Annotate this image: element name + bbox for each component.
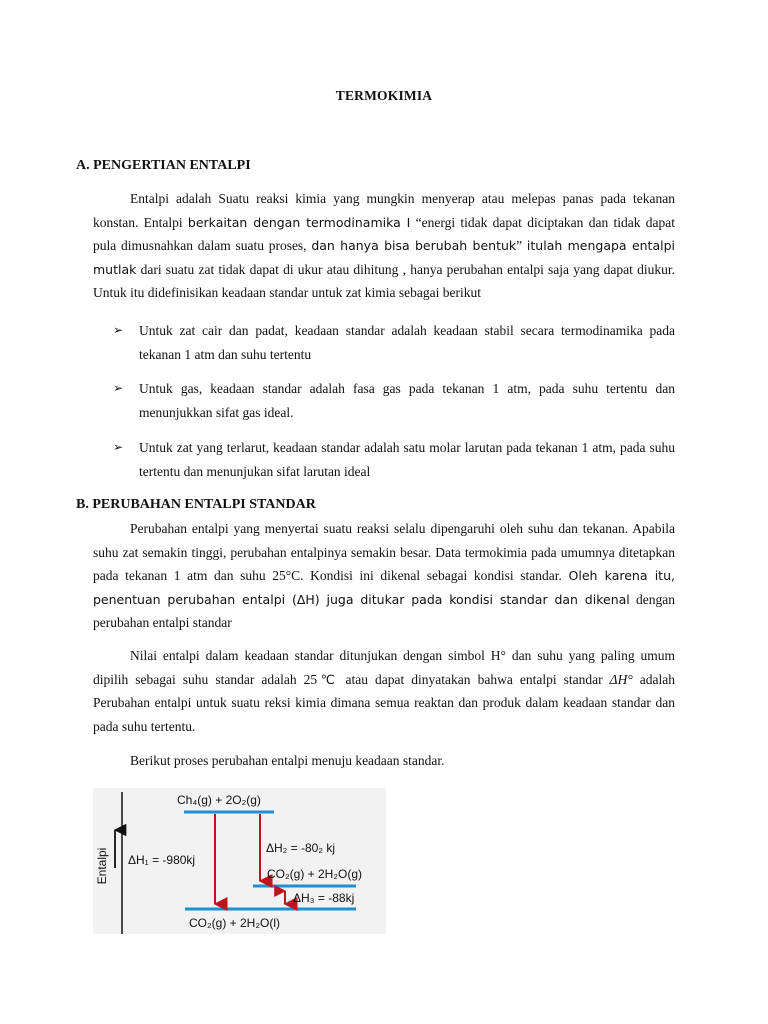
section-b-paragraph-1 xyxy=(93,517,675,635)
para-text-sans: Oleh karena itu, penentuan perubahan entalpi (ΔH) juga ditukar pada kondisi standar dan dikenal xyxy=(93,568,675,607)
delta-h-symbol: ΔH° xyxy=(609,671,633,687)
bottom-level-label: CO₂(g) + 2H₂O(l) xyxy=(189,916,280,930)
para-text: atau dapat dinyatakan bahwa entalpi standar xyxy=(338,671,610,687)
bullet-text: Untuk zat yang terlarut, keadaan standar adalah satu molar larutan pada tekanan 1 atm, pada suhu tertentu dan menunjukan sifat larutan ideal xyxy=(139,440,675,479)
para-text: “energi tidak dapat diciptakan dan tidak dapat pula dimusnahkan dalam suatu proses, xyxy=(93,214,675,253)
page-title: TERMOKIMIA xyxy=(335,88,433,103)
para-text-sans: dan hanya bisa berubah bentuk xyxy=(311,238,517,253)
mid-level-label: CO₂(g) + 2H₂O(g) xyxy=(267,867,362,881)
arrow-bullet-icon: ➢ xyxy=(113,323,124,337)
bullet-item xyxy=(113,319,675,366)
celsius-symbol: ℃ xyxy=(317,671,339,687)
para-text: adalah Perubahan entalpi untuk suatu reksi kimia dimana semua reaktan dan produk dalam keadaan standar dan pada suhu tertentu. xyxy=(93,671,675,734)
bullet-item xyxy=(113,377,675,424)
top-level-label: Ch₄(g) + 2O₂(g) xyxy=(177,793,261,807)
arrow-bullet-icon: ➢ xyxy=(113,381,124,395)
bullet-text: Untuk gas, keadaan standar adalah fasa gas pada tekanan 1 atm, pada suhu tertentu dan menunjukkan sifat gas ideal. xyxy=(139,381,675,420)
section-a-heading: A. PENGERTIAN ENTALPI xyxy=(76,158,251,173)
para-text: dari suatu zat tidak dapat di ukur atau dihitung , hanya perubahan entalpi saja yang dapat diukur. Untuk itu didefinisikan keadaan standar untuk zat kimia sebagai berikut xyxy=(93,261,675,300)
para-text: Perubahan entalpi yang menyertai suatu reaksi selalu dipengaruhi oleh suhu dan tekanan. Apabila suhu zat semakin tinggi, perubahan entalpinya semakin besar. Data termokimia pada umumnya ditetapkan pada tekanan 1 atm dan suhu 25°C. Kondisi ini dikenal sebagai kondisi standar. xyxy=(93,521,675,583)
para-text: dengan perubahan entalpi standar xyxy=(93,591,675,630)
arrow-bullet-icon: ➢ xyxy=(113,440,124,454)
para-text-sans: itulah mengapa entalpi mutlak xyxy=(93,238,675,277)
para-text: Entalpi adalah Suatu reaksi kimia yang mungkin menyerap atau melepas panas pada tekanan konstan. Entalpi xyxy=(93,191,675,230)
para-text-sans: berkaitan dengan termodinamika I xyxy=(187,214,411,230)
para-text: Nilai entalpi dalam keadaan standar ditunjukan dengan simbol H° dan suhu yang paling umum dipilih sebagai suhu standar adalah 25 xyxy=(93,648,675,687)
bullet-item xyxy=(113,436,675,483)
delta-h3-label: ΔH₃ = -88kj xyxy=(293,891,355,905)
section-b-heading: B. PERUBAHAN ENTALPI STANDAR xyxy=(76,497,316,512)
delta-h1-label: ΔH₁ = -980kj xyxy=(128,853,196,867)
enthalpy-diagram xyxy=(93,788,386,934)
enthalpy-diagram-svg xyxy=(93,788,386,934)
delta-h2-label: ΔH₂ = -80₂ kj xyxy=(266,841,336,855)
section-b-paragraph-3 xyxy=(93,749,675,773)
para-text: Berikut proses perubahan entalpi menuju keadaan standar. xyxy=(130,753,445,768)
bullet-text: Untuk zat cair dan padat, keadaan standar adalah keadaan stabil secara termodinamika pada tekanan 1 atm dan suhu tertentu xyxy=(139,323,675,362)
section-a-paragraph xyxy=(93,187,675,305)
y-axis-label: Entalpi xyxy=(95,847,109,885)
para-text: ” xyxy=(516,238,527,253)
section-b-paragraph-2 xyxy=(93,644,675,738)
